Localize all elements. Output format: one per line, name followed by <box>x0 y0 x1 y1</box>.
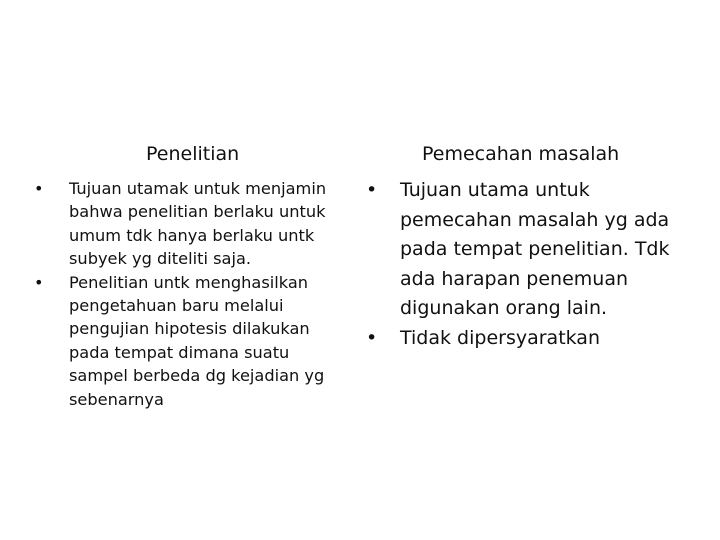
list-item <box>366 324 686 354</box>
pemecahan-masalah-bullet-list <box>366 176 686 353</box>
list-item <box>34 271 350 411</box>
list-item-text: Tujuan utama untuk pemecahan masalah yg ada pada tempat penelitian. Tdk ada harapan penemuan digunakan orang lain. <box>400 179 670 319</box>
list-item-text: Tidak dipersyaratkan <box>400 326 600 349</box>
bullet-icon: • <box>34 179 44 198</box>
bullet-icon: • <box>366 179 378 201</box>
bullet-icon: • <box>366 326 378 349</box>
penelitian-heading: Penelitian <box>146 143 240 165</box>
list-item-text: Tujuan utamak untuk menjamin bahwa penelitian berlaku untuk umum tdk hanya berlaku untk subyek yg diteliti saja. <box>69 179 327 269</box>
pemecahan-masalah-heading: Pemecahan masalah <box>422 143 620 165</box>
penelitian-bullet-list <box>34 177 350 411</box>
list-item <box>366 176 686 324</box>
bullet-icon: • <box>34 272 44 292</box>
list-item-text: Penelitian untk menghasilkan pengetahuan baru melalui pengujian hipotesis dilakukan pada tempat dimana suatu sampel berbeda dg kejadian yg sebenarnya <box>69 272 325 409</box>
list-item <box>34 177 350 271</box>
